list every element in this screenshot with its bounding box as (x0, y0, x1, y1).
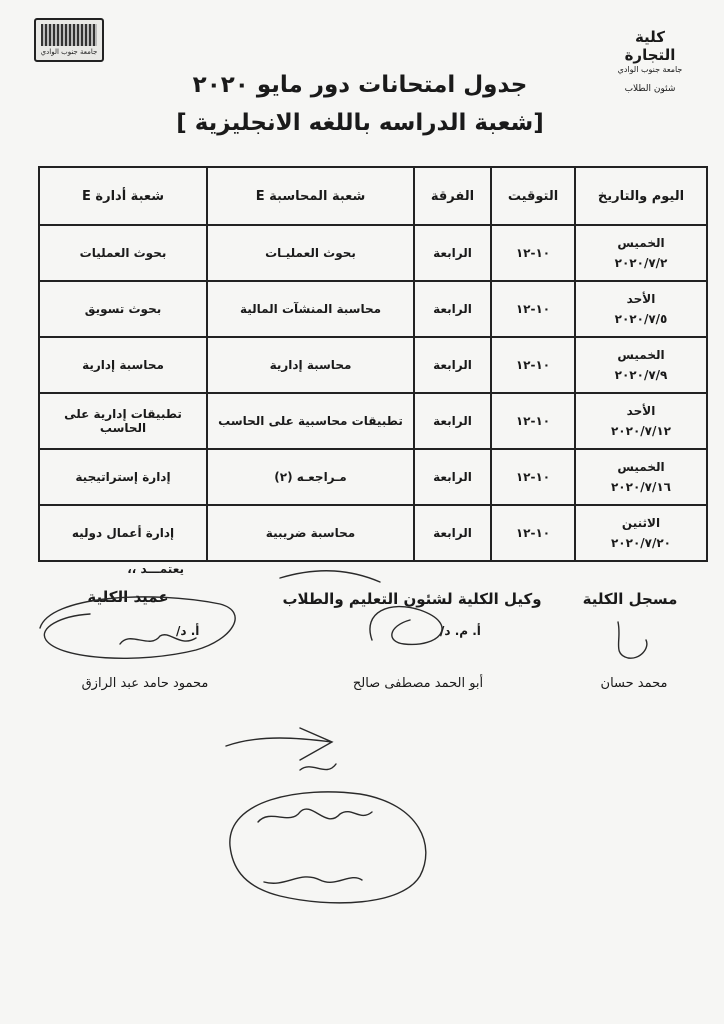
registrar-name: محمد حسان (600, 676, 668, 691)
approval-word-stroke (300, 764, 336, 770)
table-row (39, 281, 707, 337)
date-text: ٢٠٢٠/٧/٩ (614, 368, 668, 382)
page-title: جدول امتحانات دور مايو ٢٠٢٠ (192, 72, 528, 98)
faculty-name: كلية التجارة (624, 28, 676, 64)
cell-administration: بحوث تسويق (39, 281, 207, 337)
cell-day-date (575, 281, 707, 337)
cell-accounting: محاسبة إدارية (207, 337, 414, 393)
cell-time: ١٠-١٢ (491, 505, 575, 561)
page-subtitle: [شعبة الدراسه باللغه الانجليزية ] (176, 110, 544, 136)
approval-circle-stroke (230, 792, 426, 903)
cell-grade: الرابعة (414, 505, 491, 561)
vice-dean-prefix: أ. م. د/ (440, 624, 481, 638)
university-logo-caption: جامعة جنوب الوادي (40, 48, 98, 56)
registrar-signature-stroke (618, 622, 647, 658)
date-text: ٢٠٢٠/٧/٢ (614, 256, 668, 270)
header-day-date: اليوم والتاريخ (575, 167, 707, 225)
table-row (39, 225, 707, 281)
cell-day-date (575, 393, 707, 449)
header-grade: الفرقة (414, 167, 491, 225)
cell-day-date (575, 225, 707, 281)
registrar-title: مسجل الكلية (582, 590, 678, 608)
cell-time: ١٠-١٢ (491, 393, 575, 449)
university-emblem-icon (41, 24, 97, 46)
dean-title: عميد الكلية (87, 588, 169, 606)
cell-administration: تطبيقات إدارية على الحاسب (39, 393, 207, 449)
date-text: ٢٠٢٠/٧/١٢ (610, 424, 672, 438)
day-text: الأحد (626, 292, 656, 306)
cell-accounting: محاسبة ضريبية (207, 505, 414, 561)
cell-administration: إدارة إستراتيجية (39, 449, 207, 505)
cell-day-date (575, 449, 707, 505)
table-row (39, 337, 707, 393)
day-text: الاثنين (621, 516, 661, 530)
cell-grade: الرابعة (414, 393, 491, 449)
student-affairs-label: شئون الطلاب (624, 84, 676, 94)
table-row (39, 505, 707, 561)
cell-accounting: محاسبة المنشآت المالية (207, 281, 414, 337)
approval-arrow-stroke (226, 728, 332, 760)
dean-signature-stroke (40, 597, 235, 658)
cell-accounting: مـراجعـه (٢) (207, 449, 414, 505)
cell-time: ١٠-١٢ (491, 225, 575, 281)
table-header-row (39, 167, 707, 225)
exam-schedule-table (38, 166, 708, 562)
cell-grade: الرابعة (414, 225, 491, 281)
faculty-university: جامعة جنوب الوادي (617, 65, 683, 74)
cell-time: ١٠-١٢ (491, 337, 575, 393)
university-logo (34, 18, 104, 62)
vice-signature-tail (280, 571, 380, 582)
vice-signature-stroke (370, 607, 442, 645)
header-accounting: شعبة المحاسبة E (207, 167, 414, 225)
date-text: ٢٠٢٠/٧/٥ (614, 312, 668, 326)
exam-schedule-table-wrap (38, 166, 686, 562)
cell-accounting: تطبيقات محاسبية على الحاسب (207, 393, 414, 449)
header-time: التوقيت (491, 167, 575, 225)
cell-administration: محاسبة إدارية (39, 337, 207, 393)
day-text: الخميس (617, 348, 665, 362)
cell-accounting: بحوث العمليـات (207, 225, 414, 281)
cell-day-date (575, 505, 707, 561)
approve-label: يعتمـــد ،، (127, 562, 184, 576)
cell-grade: الرابعة (414, 449, 491, 505)
day-text: الأحد (626, 404, 656, 418)
dean-name: محمود حامد عبد الرازق (81, 676, 209, 691)
table-row (39, 393, 707, 449)
cell-administration: بحوث العمليات (39, 225, 207, 281)
vice-dean-title: وكيل الكلية لشئون التعليم والطلاب (282, 590, 542, 608)
day-text: الخميس (617, 236, 665, 250)
approval-scribble (258, 809, 372, 822)
cell-grade: الرابعة (414, 337, 491, 393)
cell-time: ١٠-١٢ (491, 281, 575, 337)
header-administration: شعبة أدارة E (39, 167, 207, 225)
cell-grade: الرابعة (414, 281, 491, 337)
approval-date-stroke (264, 877, 362, 883)
vice-dean-name: أبو الحمد مصطفى صالح (352, 676, 484, 691)
table-row (39, 449, 707, 505)
cell-administration: إدارة أعمال دوليه (39, 505, 207, 561)
day-text: الخميس (617, 460, 665, 474)
date-text: ٢٠٢٠/٧/٢٠ (610, 536, 672, 550)
faculty-logo (608, 28, 692, 94)
cell-day-date (575, 337, 707, 393)
dean-prefix: أ. د/ (176, 624, 200, 638)
cell-time: ١٠-١٢ (491, 449, 575, 505)
date-text: ٢٠٢٠/٧/١٦ (610, 480, 672, 494)
